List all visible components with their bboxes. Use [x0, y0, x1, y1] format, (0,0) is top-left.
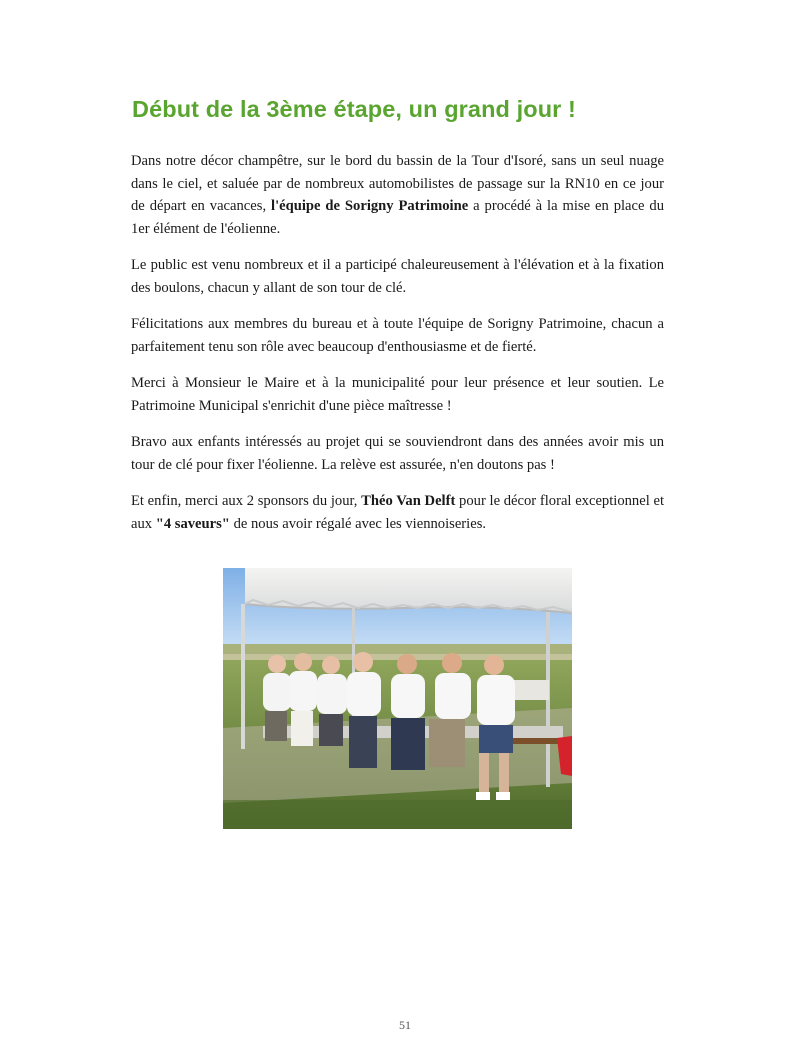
sponsor-name-1: Théo Van Delft	[361, 493, 456, 509]
paragraph-intro-text: Dans notre décor champêtre, sur le bord du bassin de la Tour d'Isoré, sans un seul nuage dans le ciel, et saluée par de nombreux automobilistes de passage sur la RN10 en ce jour de départ en vacances,	[131, 153, 664, 214]
page-title: Début de la 3ème étape, un grand jour !	[132, 96, 576, 122]
paragraph-children: Bravo aux enfants intéressés au projet qui se souviendront dans des années avoir mis un tour de clé pour fixer l'éolienne. La relève est assurée, n'en doutons pas !	[131, 434, 664, 473]
paragraph-public: Le public est venu nombreux et il a participé chaleureusement à l'élévation et à la fixation des boulons, chacun y allant de son tour de clé.	[131, 257, 664, 296]
group-photo	[223, 568, 572, 829]
association-name: l'équipe de Sorigny Patrimoine	[271, 198, 469, 214]
sponsor-name-2: "4 saveurs"	[155, 515, 230, 532]
page-number: 51	[399, 1018, 411, 1032]
article-body	[131, 150, 664, 549]
paragraph-sponsors-end: de nous avoir régalé avec les viennoiseries.	[229, 515, 487, 532]
paragraph-congratulations: Félicitations aux membres du bureau et à toute l'équipe de Sorigny Patrimoine, chacun a parfaitement tenu son rôle avec beaucoup d'enthousiasme et de fierté.	[131, 316, 664, 355]
paragraph-sponsors	[131, 490, 664, 535]
paragraph-intro-end: a procédé à la mise en place du 1er élément de l'éolienne.	[131, 198, 664, 237]
paragraph-sponsors-middle: pour le décor floral exceptionnel et aux	[131, 493, 664, 532]
paragraph-mayor: Merci à Monsieur le Maire et à la municipalité pour leur présence et leur soutien. Le Patrimoine Municipal s'enrichit d'une pièce maîtresse !	[131, 375, 664, 414]
paragraph-sponsors-text: Et enfin, merci aux 2 sponsors du jour,	[131, 493, 362, 509]
paragraph-intro	[131, 150, 664, 240]
